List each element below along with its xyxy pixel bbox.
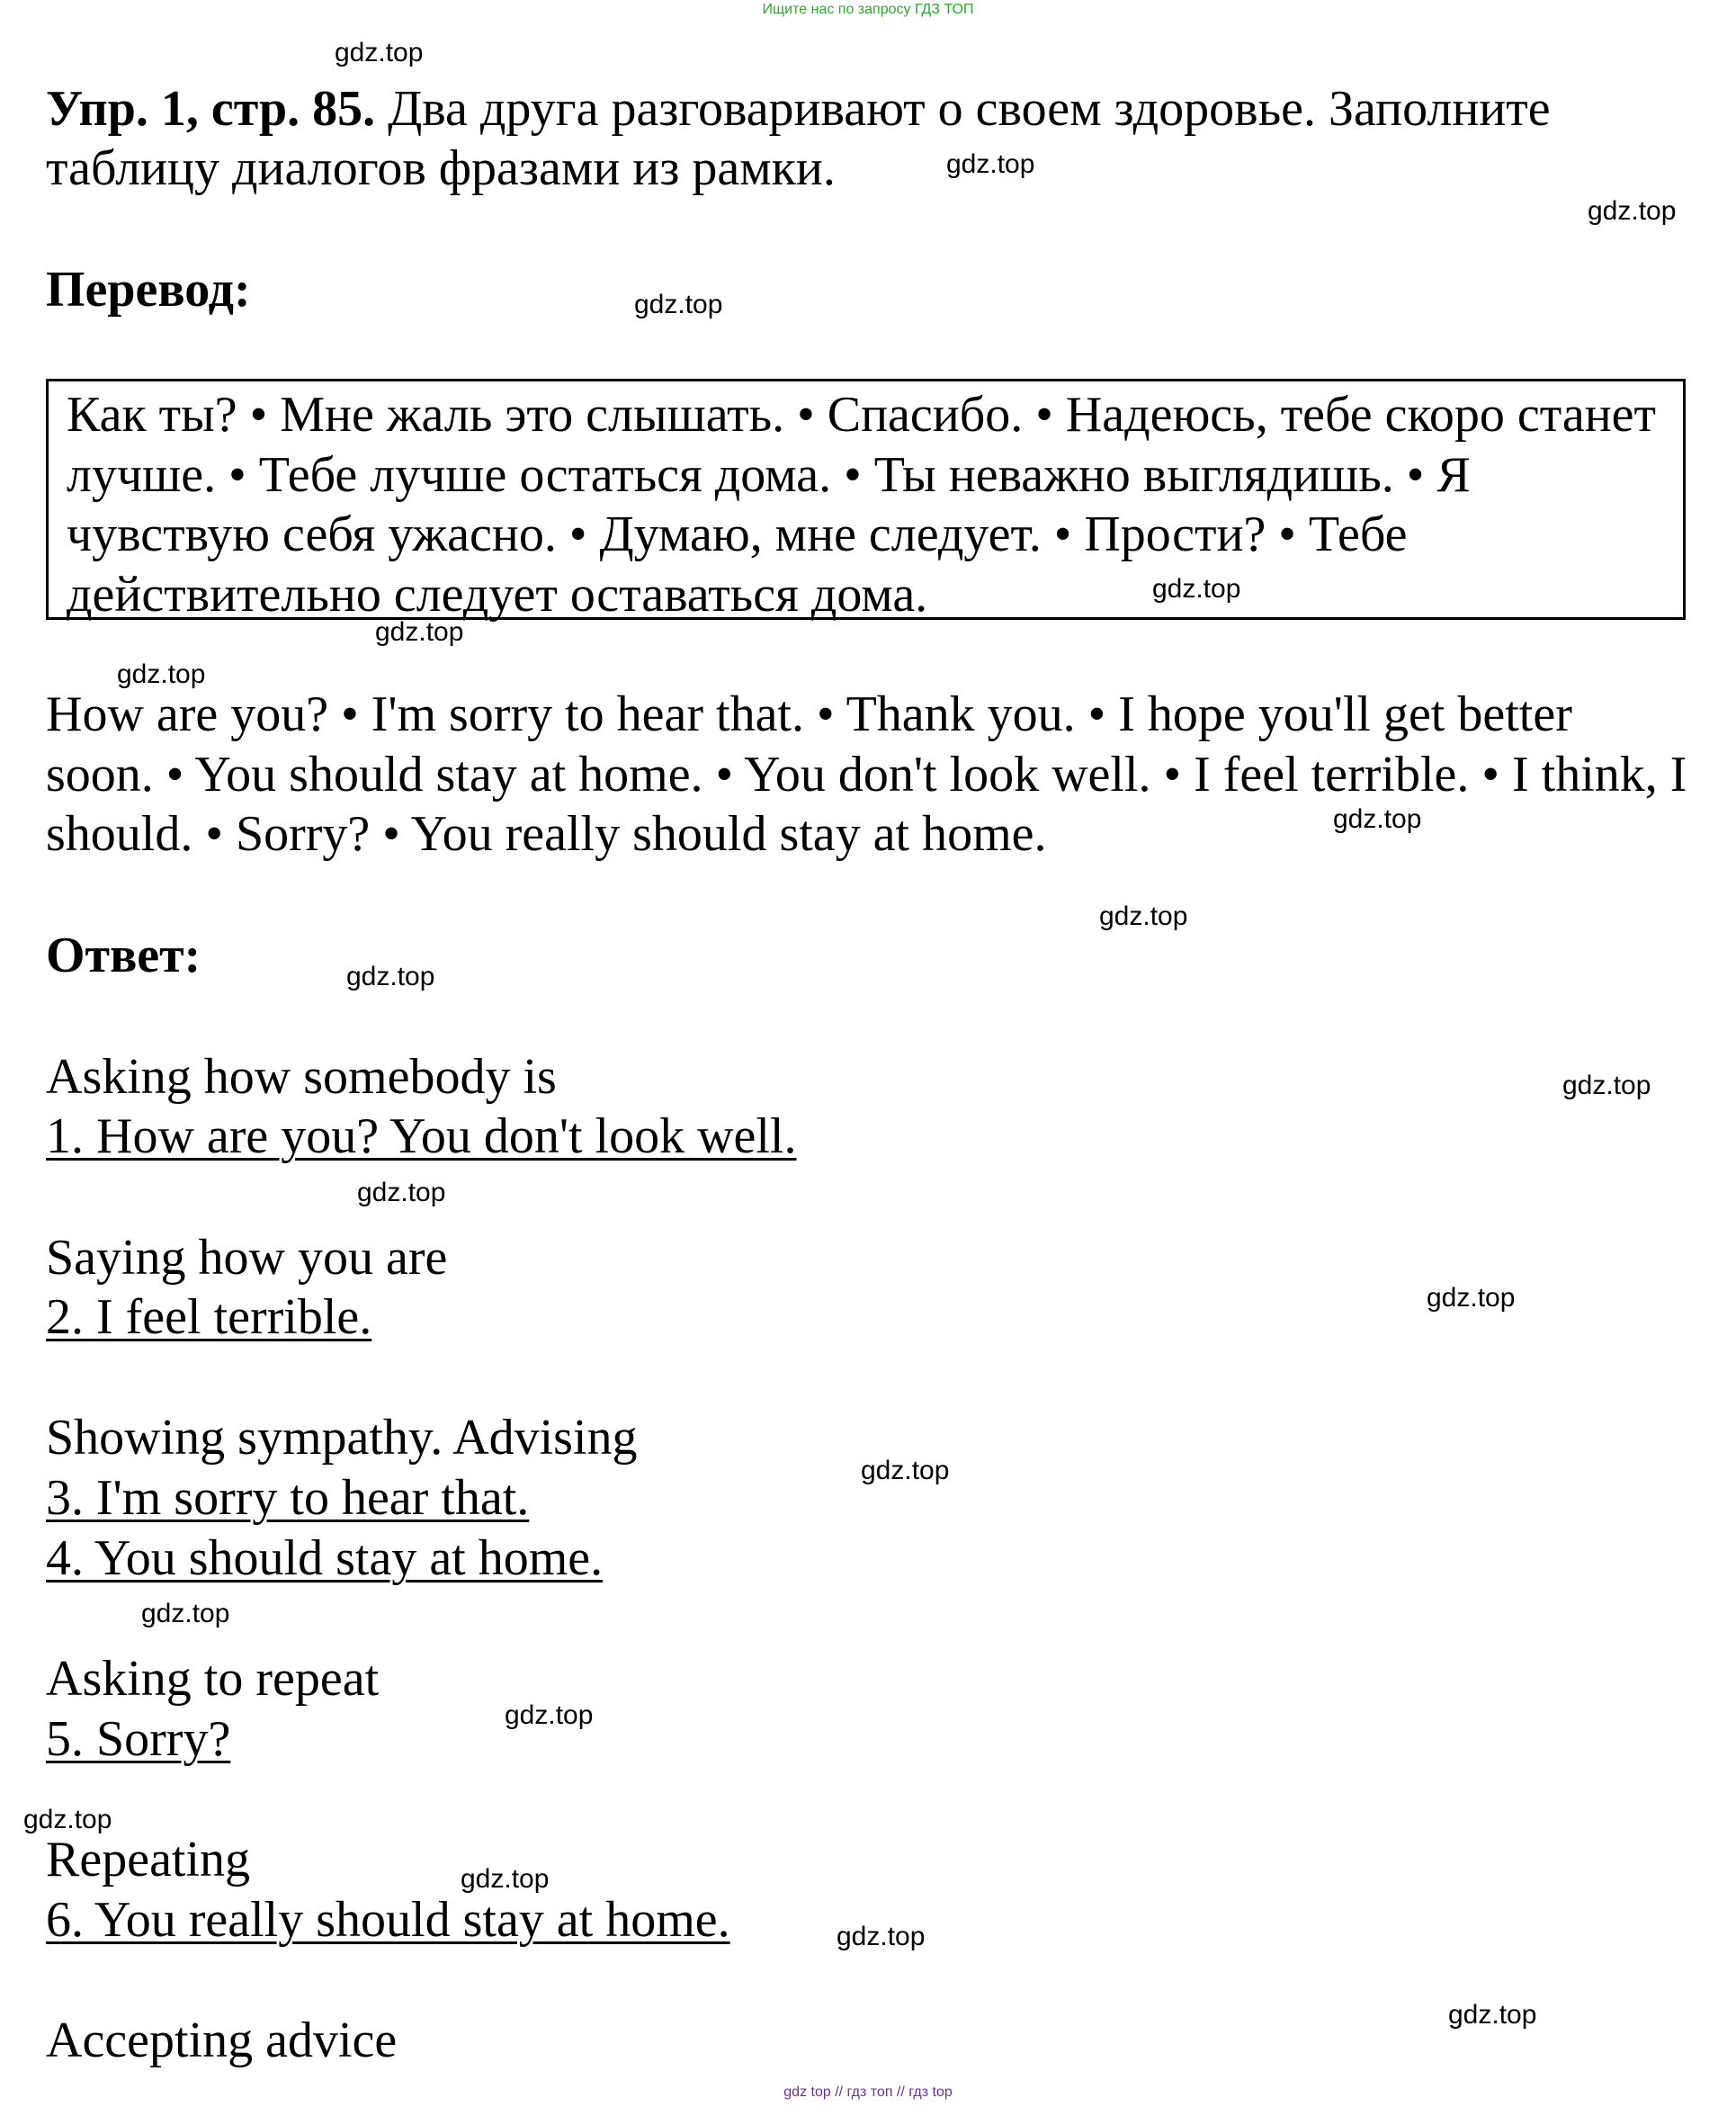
answer-item: 5. Sorry?: [46, 1711, 231, 1767]
exercise-instruction: Два друга разговаривают о своем здоровье. Заполните таблицу диалогов фразами из рамки.: [46, 81, 1551, 196]
category-asking-how: Asking how somebody is: [46, 1049, 557, 1105]
watermark: gdz.top: [946, 149, 1035, 179]
watermark: gdz.top: [375, 617, 464, 647]
watermark: gdz.top: [461, 1864, 550, 1894]
watermark: gdz.top: [1152, 574, 1241, 604]
watermark: gdz.top: [505, 1700, 594, 1730]
watermark: gdz.top: [357, 1178, 446, 1207]
watermark: gdz.top: [861, 1456, 950, 1485]
answer-item: 4. You should stay at home.: [46, 1530, 604, 1586]
category-accepting-advice: Accepting advice: [46, 2013, 398, 2068]
watermark: gdz.top: [837, 1922, 926, 1951]
answer-item: 1. How are you? You don't look well.: [46, 1108, 797, 1164]
answer-heading: Ответ:: [46, 928, 201, 983]
exercise-number: Упр. 1, стр. 85.: [46, 81, 376, 137]
english-phrases: How are you? • I'm sorry to hear that. • Thank you. • I hope you'll get better soon. • You should stay at home. • You don't look well. • I feel terrible. • I think, I should. • Sorry? • You really should stay at home.: [46, 686, 1687, 862]
category-asking-repeat: Asking to repeat: [46, 1651, 380, 1707]
exercise-title: [46, 79, 1692, 198]
watermark: gdz.top: [346, 962, 435, 991]
watermark: gdz.top: [634, 290, 723, 319]
watermark: gdz.top: [1099, 901, 1188, 931]
watermark: gdz.top: [1448, 2000, 1537, 2030]
answer-item: 6. You really should stay at home.: [46, 1892, 730, 1948]
translation-heading: Перевод:: [46, 262, 251, 318]
footer-links: gdz top // гдз топ // гдз top: [783, 2085, 953, 2100]
category-saying-how: Saying how you are: [46, 1230, 448, 1286]
category-sympathy-advising: Showing sympathy. Advising: [46, 1410, 638, 1466]
translation-box: [46, 379, 1686, 623]
translation-box-text: Как ты? • Мне жаль это слышать. • Спасибо. • Надеюсь, тебе скоро станет лучше. • Тебе лучше остаться дома. • Ты неважно выглядишь. • Я чувствую себя ужасно. • Думаю, мне следует. • Прости? • Тебе действительно следует оставаться дома.: [67, 387, 1657, 623]
watermark: gdz.top: [23, 1805, 112, 1834]
watermark: gdz.top: [141, 1599, 230, 1628]
answer-item: 3. I'm sorry to hear that.: [46, 1470, 530, 1526]
watermark: gdz.top: [117, 659, 206, 689]
watermark: gdz.top: [1333, 804, 1422, 834]
answer-item: 2. I feel terrible.: [46, 1289, 372, 1345]
watermark: gdz.top: [1562, 1071, 1651, 1100]
top-banner: Ищите нас по запросу ГДЗ ТОП: [762, 2, 974, 17]
category-repeating: Repeating: [46, 1832, 251, 1887]
watermark: gdz.top: [1588, 196, 1677, 226]
watermark: gdz.top: [335, 38, 424, 67]
watermark: gdz.top: [1427, 1283, 1516, 1313]
